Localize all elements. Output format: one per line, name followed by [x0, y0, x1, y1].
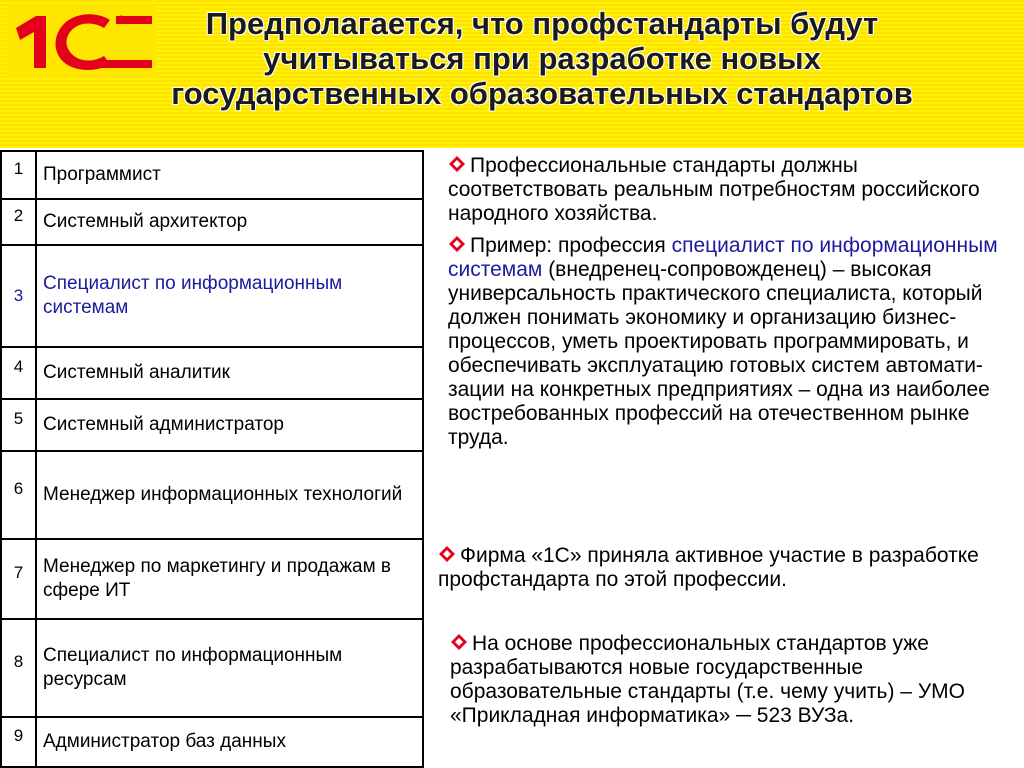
row-number: 1 — [1, 151, 36, 199]
title-line: государственных образовательных стандартов — [171, 76, 913, 111]
table-row — [1, 619, 423, 717]
profession-name: Администратор баз данных — [36, 717, 423, 767]
page-title — [60, 6, 1024, 111]
table-row — [1, 399, 423, 451]
bullet-text: (внедренец-сопровожденец) – высокая универсальность практического специалиста, который должен понимать экономику и организацию бизнес-процессов, уметь проектировать программировать, и обеспечивать эксплуатацию готовых систем автомати-зации на конкретных предприятиях – одна из наиболее востребованных профессий на отечественном рынке труда. — [448, 258, 990, 449]
row-number: 7 — [1, 539, 36, 619]
row-number: 8 — [1, 619, 36, 717]
diamond-bullet-icon — [450, 633, 468, 651]
title-line: Предполагается, что профстандарты будут — [205, 6, 879, 41]
title-line: учитываться при разработке новых — [263, 41, 821, 76]
bullet-item — [446, 632, 1010, 728]
row-number: 5 — [1, 399, 36, 451]
table-row — [1, 539, 423, 619]
profession-name: Специалист по информационным ресурсам — [36, 619, 423, 717]
bullet-text: Фирма «1С» приняла активное участие в разработке профстандарта по этой профессии. — [438, 544, 979, 591]
diamond-bullet-icon — [448, 235, 466, 253]
bullet-item — [444, 154, 1008, 226]
bullet-text: Пример: профессия — [470, 234, 672, 257]
row-number: 2 — [1, 199, 36, 245]
row-number: 6 — [1, 451, 36, 539]
bullet-item — [434, 544, 1008, 592]
professions-table — [0, 150, 424, 768]
profession-name: Системный администратор — [36, 399, 423, 451]
table-row — [1, 199, 423, 245]
profession-name: Специалист по информационным системам — [36, 245, 423, 347]
profession-name: Программист — [36, 151, 423, 199]
registered-mark: ® — [118, 14, 125, 24]
profession-name: Менеджер по маркетингу и продажам в сфере ИТ — [36, 539, 423, 619]
bullet-text: На основе профессиональных стандартов уже разрабатываются новые государственные образовательные стандарты (т.е. чему учить) – УМО «Прикладная информатика» ─ 523 ВУЗа. — [450, 632, 965, 727]
row-number: 9 — [1, 717, 36, 767]
table-row — [1, 451, 423, 539]
bullet-item — [444, 234, 1008, 450]
header-banner — [0, 0, 1024, 148]
bullet-accent-text: специалист по информационным системам — [448, 234, 998, 281]
profession-name: Системный аналитик — [36, 347, 423, 399]
diamond-bullet-icon — [448, 155, 466, 173]
row-number: 4 — [1, 347, 36, 399]
profession-name: Менеджер информационных технологий — [36, 451, 423, 539]
diamond-bullet-icon — [438, 545, 456, 563]
bullet-text: Профессиональные стандарты должны соответствовать реальным потребностям российского народного хозяйства. — [448, 154, 980, 225]
table-row — [1, 151, 423, 199]
row-number: 3 — [1, 245, 36, 347]
table-row — [1, 717, 423, 767]
table-row — [1, 245, 423, 347]
table-row — [1, 347, 423, 399]
profession-name: Системный архитектор — [36, 199, 423, 245]
